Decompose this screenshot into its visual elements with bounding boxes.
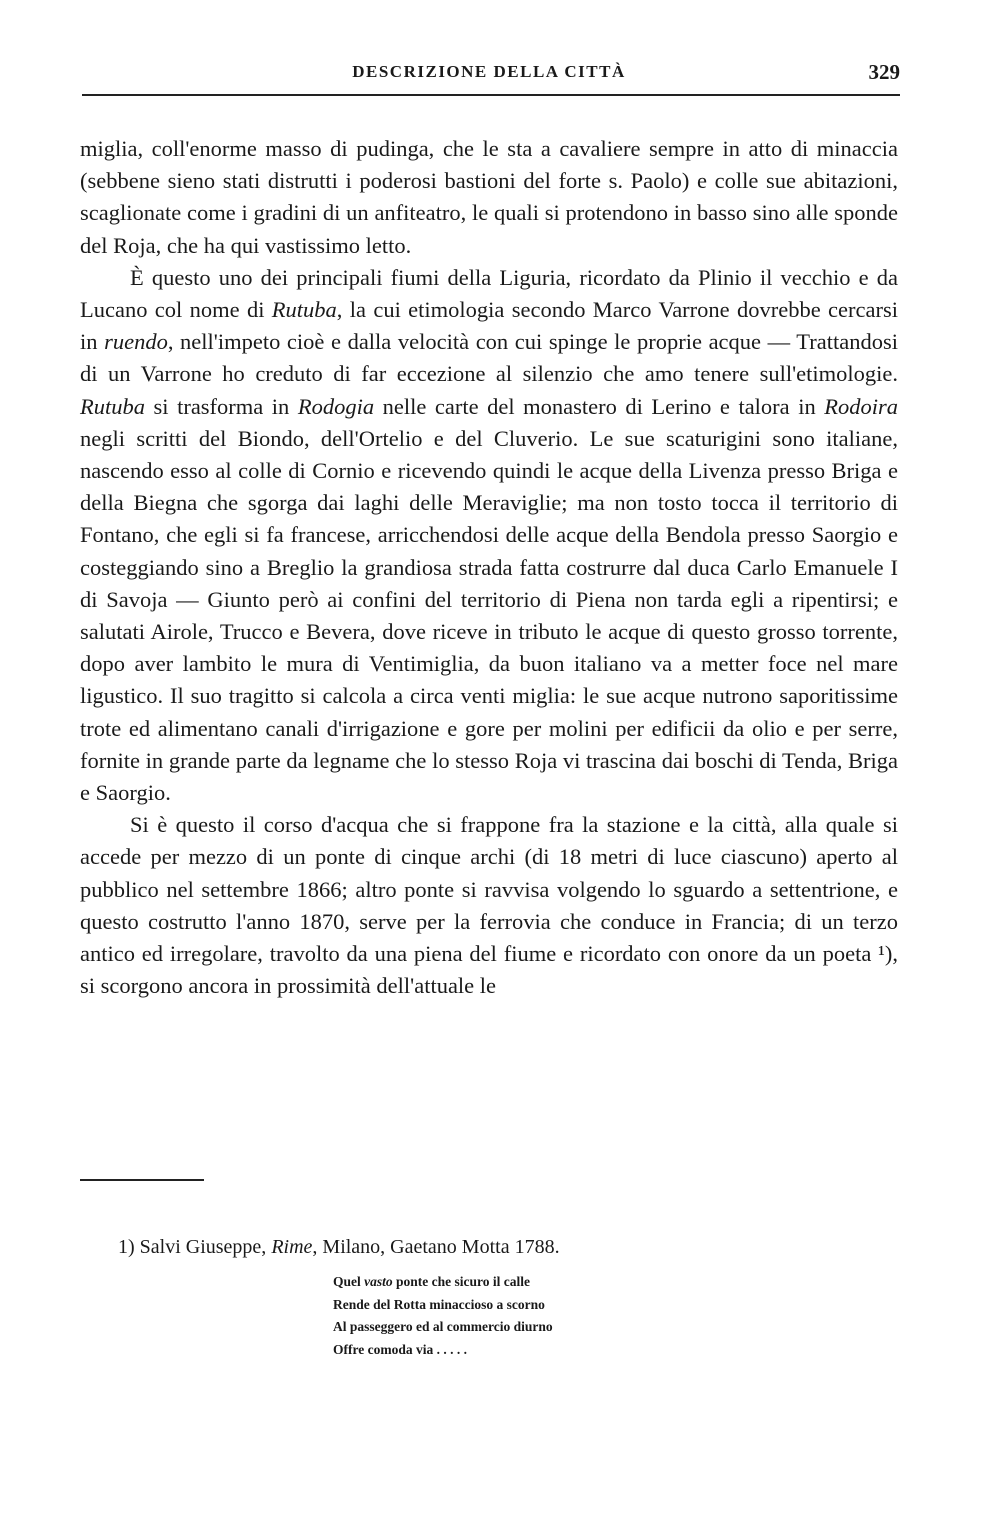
page-header	[78, 58, 900, 98]
verse-line-1-a: Quel	[333, 1274, 365, 1289]
verse-line-3: Al passeggero ed al commercio diurno	[333, 1319, 553, 1334]
paragraph-2-italic-1: Rutuba	[271, 297, 337, 323]
verse-line-1-b: ponte che sicuro il calle	[392, 1274, 531, 1289]
header-rule	[82, 94, 900, 96]
paragraph-2-italic-5: Rodoira	[824, 393, 898, 419]
verse-line-2: Rende del Rotta minaccioso a scorno	[333, 1296, 545, 1312]
paragraph-3: Si è questo il corso d'acqua che si frappone fra la stazione e la città, alla quale si accede per mezzo di un ponte di cinque archi (di 18 metri di luce ciascuno) aperto al pubblico nel settembre 1866; altro ponte si ravvisa volgendo lo sguardo a settentrione, e questo costrutto l'anno 1870, serve per la ferrovia che conduce in Francia; di un terzo antico ed irregolare, travolto da una piena del fiume e ricordato con onore da un poeta ¹), si scorgono ancora in prossimità dell'attuale le	[80, 812, 898, 999]
verse-line-1-italic: vasto	[364, 1274, 393, 1289]
footnote-text-1: 1) Salvi Giuseppe,	[118, 1236, 272, 1258]
paragraph-2-text-3: , nell'impeto cioè e dalla velocità con cui spinge le proprie acque — Trattandosi di un Varrone ho creduto di far eccezione al silenzio che amo tenere sull'etimologie.	[80, 329, 898, 387]
paragraph-2	[80, 262, 898, 809]
verse-line-4: Offre comoda via . . . . .	[333, 1341, 467, 1357]
verse-line-1	[333, 1271, 553, 1294]
page-number: 329	[868, 60, 900, 84]
paragraph-2-italic-3: Rutuba	[80, 393, 145, 419]
paragraph-2-text-6: negli scritti del Biondo, dell'Ortelio e del Cluverio. Le sue scaturigini sono italiane, nascendo esso al colle di Cornio e ricevendo quindi le acque della Livenza presso Briga e della Biegna che sgorga dai laghi delle Meraviglie; ma non tosto tocca il territorio di Fontano, che egli si fa francese, arricchendosi delle acque della Bendola presso Saorgio e costeggiando sino a Breglio la grandiosa strada fatta costrurre dal duca Carlo Emanuele I di Savoja — Giunto però ai confini del territorio di Piena non tarda egli a ripentirsi; e salutati Airole, Trucco e Bevera, dove riceve in tributo le acque di questo grosso torrente, dopo aver lambito le mura di Ventimiglia, da buon italiano va a metter foce nel mare ligustico. Il suo tragitto si calcola a circa venti miglia: le sue acque nutrono saporitissime trote ed alimentano canali d'irrigazione e gore per molini per edificii da olio e per serre, fornite in grande parte da legname che lo stesso Roja vi trascina dai boschi di Tenda, Briga e Saorgio.	[80, 425, 898, 806]
verse-quote	[333, 1271, 553, 1361]
paragraph-2-italic-2: ruendo	[104, 329, 168, 355]
footnote-italic-title: Rime	[271, 1236, 313, 1258]
paragraph-2-text-4: si trasforma in	[145, 393, 298, 419]
paragraph-2-italic-4: Rodogia	[297, 393, 375, 419]
running-head: DESCRIZIONE DELLA CITTÀ	[352, 62, 626, 81]
body-text	[80, 133, 898, 1002]
paragraph-2-text-5: nelle carte del monastero di Lerino e talora in	[374, 393, 825, 419]
footnote-text-2: , Milano, Gaetano Motta 1788.	[312, 1236, 560, 1258]
footnote-rule	[80, 1179, 204, 1181]
paragraph-2-text-2: , la cui etimologia secondo Marco Varrone dovrebbe cercarsi in	[80, 297, 898, 355]
paragraph-2-text-1: È questo uno dei principali fiumi della Liguria, ricordato da Plinio il vecchio e da Lucano col nome di	[80, 264, 898, 323]
paragraph-1: miglia, coll'enorme masso di pudinga, che le sta a cavaliere sempre in atto di minaccia (sebbene sieno stati distrutti i poderosi bastioni del forte s. Paolo) e colle sue abitazioni, scaglionate come i gradini di un anfiteatro, le quali si protendono in basso sino alle sponde del Roja, che ha qui vastissimo letto.	[80, 136, 898, 258]
footnote	[118, 1236, 560, 1259]
